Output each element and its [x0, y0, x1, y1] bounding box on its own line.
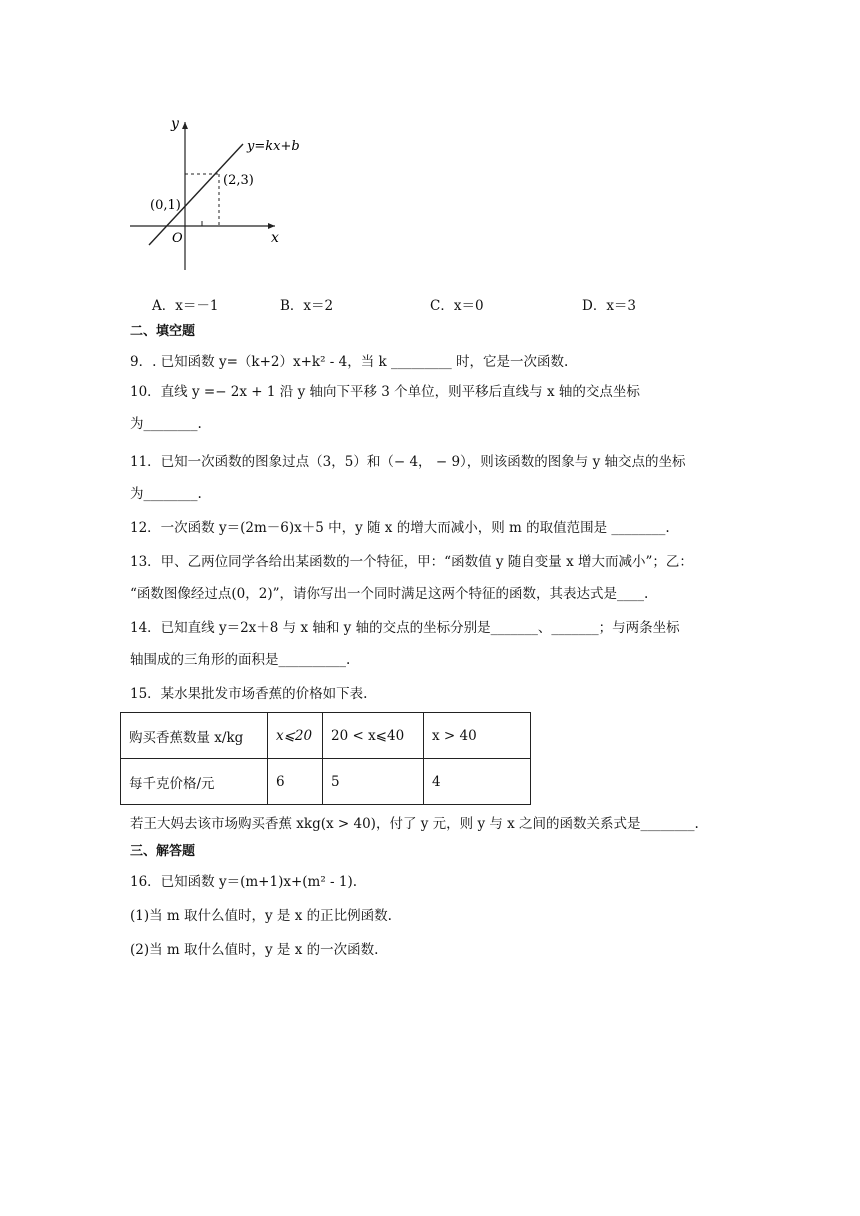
- section-title-answer: 三、解答题: [130, 844, 196, 859]
- question-16-part2: (2)当 m 取什么值时，y 是 x 的一次函数.: [130, 942, 379, 958]
- question-13-line2: “函数图像经过点(0，2)”，请你写出一个同时满足这两个特征的函数，其表达式是____.: [130, 586, 649, 602]
- question-15-followup: 若王大妈去该市场购买香蕉 xkg(x > 40)，付了 y 元，则 y 与 x 之间的函数关系式是________.: [130, 816, 699, 832]
- option-c: C．x＝0: [430, 298, 484, 314]
- option-d: D．x＝3: [582, 298, 637, 314]
- question-10-line1: 10．直线 y =− 2x + 1 沿 y 轴向下平移 3 个单位，则平移后直线与 x 轴的交点坐标: [130, 384, 640, 400]
- y-axis-arrow: [182, 122, 188, 129]
- section-title-fill-in: 二、填空题: [130, 324, 196, 339]
- linear-function-graph: [125, 108, 325, 278]
- table-cell: x > 40: [424, 713, 531, 759]
- question-15: 15．某水果批发市场香蕉的价格如下表.: [130, 686, 368, 702]
- option-b: B．x＝2: [280, 298, 334, 314]
- question-14-line1: 14．已知直线 y＝2x＋8 与 x 轴和 y 轴的交点的坐标分别是_______、_______；与两条坐标: [130, 620, 680, 636]
- question-9: 9．. 已知函数 y=（k+2）x+k² ‑ 4，当 k _________ 时，它是一次函数.: [130, 354, 569, 370]
- question-11-line2: 为________.: [130, 486, 202, 502]
- question-12: 12．一次函数 y＝(2m－6)x＋5 中，y 随 x 的增大而减小，则 m 的取值范围是 ________.: [130, 520, 670, 536]
- table-cell: 20 < x⩽40: [323, 713, 424, 759]
- table-cell: 购买香蕉数量 x/kg: [121, 713, 268, 759]
- banana-price-table: [120, 712, 531, 805]
- question-10-line2: 为________.: [130, 416, 202, 432]
- origin-label: O: [172, 231, 183, 246]
- table-cell: 每千克价格/元: [121, 759, 268, 805]
- point-label-2-3: (2,3): [223, 173, 254, 188]
- question-13-line1: 13．甲、乙两位同学各给出某函数的一个特征，甲：“函数值 y 随自变量 x 增大而减小”；乙：: [130, 554, 693, 570]
- option-a: A．x＝－1: [152, 298, 219, 314]
- point-label-0-1: (0,1): [150, 198, 181, 213]
- question-14-line2: 轴围成的三角形的面积是__________.: [130, 652, 351, 668]
- x-axis-label: x: [271, 230, 279, 246]
- table-cell: 4: [424, 759, 531, 805]
- line-label: y=kx+b: [247, 139, 300, 154]
- answer-options: [0, 294, 860, 314]
- table-cell: 5: [323, 759, 424, 805]
- question-11-line1: 11．已知一次函数的图象过点（3，5）和（− 4， − 9），则该函数的图象与 y 轴交点的坐标: [130, 454, 686, 470]
- table-row: [121, 759, 531, 805]
- function-line: [149, 144, 243, 245]
- y-axis-label: y: [171, 116, 179, 132]
- table-cell: 6: [268, 759, 323, 805]
- table-row: [121, 713, 531, 759]
- question-16-part1: (1)当 m 取什么值时，y 是 x 的正比例函数.: [130, 908, 392, 924]
- table-cell: x⩽20: [268, 713, 323, 759]
- question-16: 16．已知函数 y＝(m+1)x+(m² ‑ 1).: [130, 874, 358, 890]
- x-axis-arrow: [268, 223, 275, 229]
